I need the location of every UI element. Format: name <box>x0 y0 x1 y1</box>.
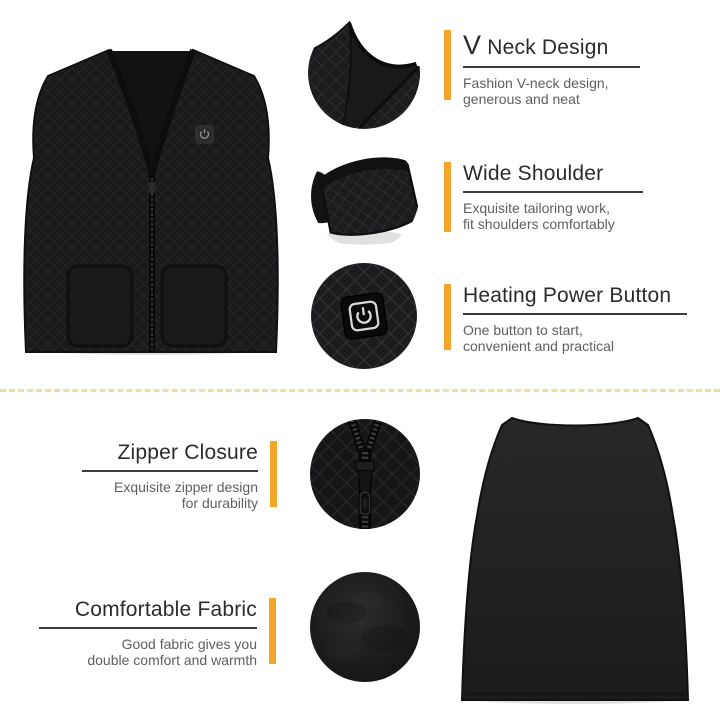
zipper <box>149 176 156 352</box>
right-pocket <box>162 266 226 346</box>
vest-back-photo <box>452 406 698 704</box>
feature-description: One button to start, convenient and practical <box>463 322 614 355</box>
section-divider <box>0 389 720 392</box>
feature-description: Exquisite zipper design for durability <box>114 479 258 512</box>
feature-underline <box>82 470 258 472</box>
feature-title: V Neck Design <box>463 30 609 60</box>
power-icon <box>340 292 388 340</box>
feature-heating-button <box>444 284 687 354</box>
fabric-closeup-photo <box>310 572 420 682</box>
feature-description: Fashion V-neck design, generous and neat <box>463 75 609 108</box>
feature-underline <box>39 627 257 629</box>
feature-title: Wide Shoulder <box>463 162 604 185</box>
power-button-closeup-photo <box>311 263 417 369</box>
feature-title: Zipper Closure <box>117 441 258 464</box>
feature-description: Exquisite tailoring work, fit shoulders comfortably <box>463 200 615 233</box>
accent-bar <box>444 162 451 232</box>
feature-underline <box>463 66 640 68</box>
feature-fabric <box>37 598 276 668</box>
feature-vneck <box>444 30 640 107</box>
left-pocket <box>68 266 132 346</box>
accent-bar <box>444 30 451 100</box>
feature-zipper <box>38 441 277 511</box>
feature-title: Heating Power Button <box>463 284 672 307</box>
shoulder-closeup-photo <box>311 142 419 250</box>
vest-front-photo <box>12 26 290 356</box>
zipper-closeup-photo <box>310 419 420 529</box>
power-icon <box>196 126 213 143</box>
feature-underline <box>463 191 643 193</box>
feature-title: Comfortable Fabric <box>74 598 257 621</box>
accent-bar <box>444 284 451 350</box>
feature-wide-shoulder <box>444 162 643 232</box>
feature-underline <box>463 313 687 315</box>
accent-bar <box>269 598 276 664</box>
feature-description: Good fabric gives you double comfort and warmth <box>87 636 257 669</box>
vneck-closeup-photo <box>308 17 420 129</box>
accent-bar <box>270 441 277 507</box>
